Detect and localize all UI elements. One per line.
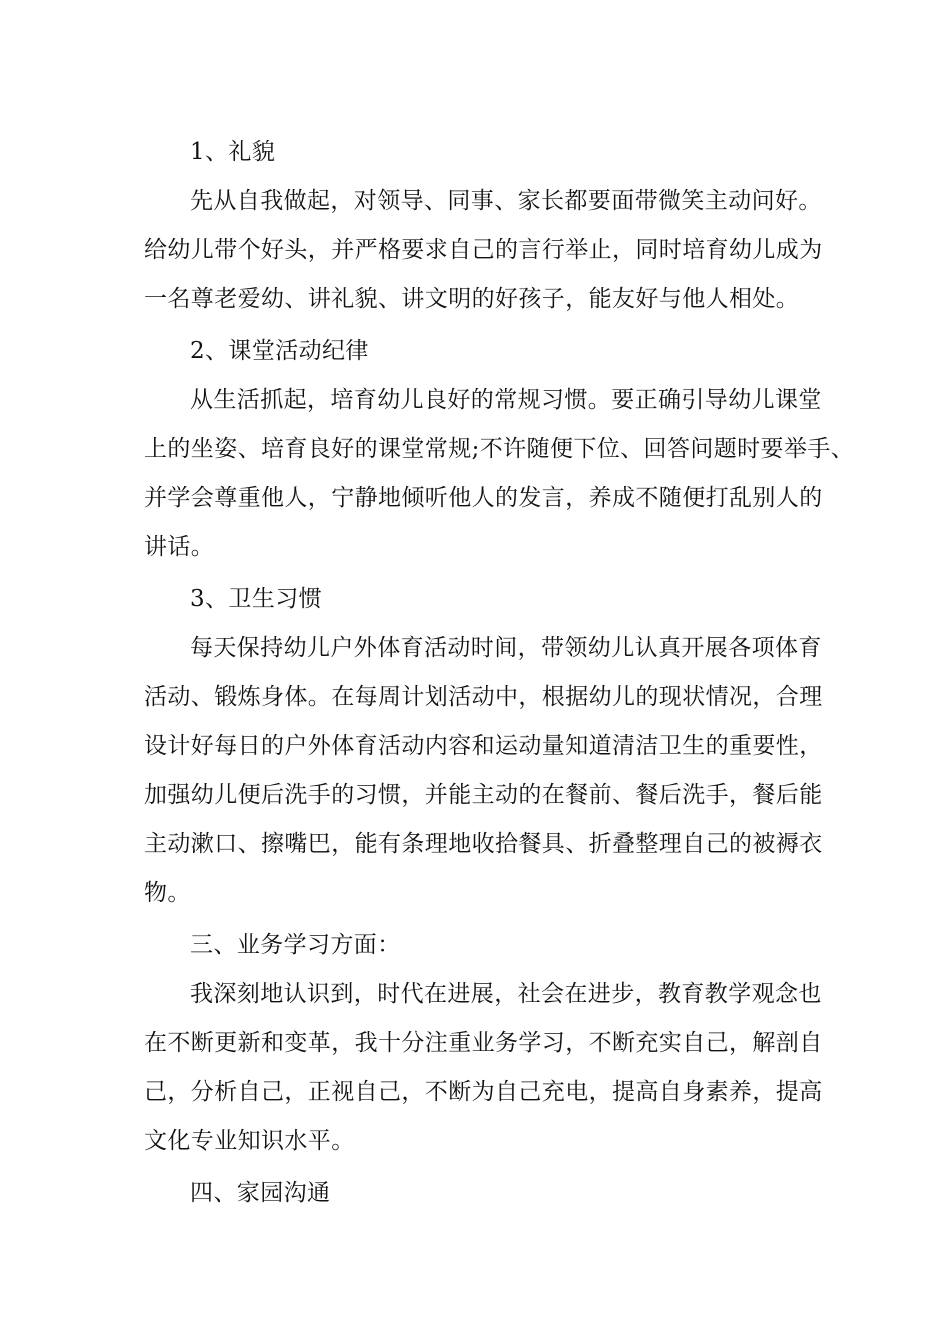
paragraph-classroom-line-1: 从生活抓起，培育幼儿良好的常规习惯。要正确引导幼儿课堂 <box>190 387 822 413</box>
paragraph-classroom-line-4: 讲话。 <box>144 534 215 560</box>
paragraph-hygiene-line-5: 主动漱口、擦嘴巴，能有条理地收拾餐具、折叠整理自己的被褥衣 <box>144 831 823 857</box>
paragraph-hygiene-line-6: 物。 <box>144 880 191 906</box>
heading-home-school-communication: 四、家园沟通 <box>190 1180 331 1206</box>
paragraph-hygiene-line-3: 设计好每日的户外体育活动内容和运动量知道清洁卫生的重要性， <box>144 733 823 759</box>
paragraph-classroom-line-2: 上的坐姿、培育良好的课堂常规;不许随便下位、回答问题时要举手、 <box>144 436 855 462</box>
paragraph-courtesy-line-1: 先从自我做起，对领导、同事、家长都要面带微笑主动问好。 <box>190 188 822 214</box>
paragraph-hygiene-line-1: 每天保持幼儿户外体育活动时间，带领幼儿认真开展各项体育 <box>190 635 822 661</box>
paragraph-study-line-4: 文化专业知识水平。 <box>144 1128 355 1154</box>
paragraph-courtesy-line-2: 给幼儿带个好头，并严格要求自己的言行举止，同时培育幼儿成为 <box>144 237 823 263</box>
paragraph-hygiene-line-2: 活动、锻炼身体。在每周计划活动中，根据幼儿的现状情况，合理 <box>144 684 823 710</box>
paragraph-study-line-3: 己，分析自己，正视自己，不断为自己充电，提高自身素养，提高 <box>144 1079 823 1105</box>
paragraph-hygiene-line-4: 加强幼儿便后洗手的习惯，并能主动的在餐前、餐后洗手，餐后能 <box>144 782 823 808</box>
heading-professional-study: 三、业务学习方面： <box>190 932 401 958</box>
paragraph-study-line-1: 我深刻地认识到，时代在进展，社会在进步，教育教学观念也 <box>190 981 822 1007</box>
heading-courtesy: 1、礼貌 <box>190 139 276 165</box>
heading-hygiene-habits: 3、卫生习惯 <box>190 586 323 612</box>
paragraph-classroom-line-3: 并学会尊重他人，宁静地倾听他人的发言，养成不随便打乱别人的 <box>144 485 823 511</box>
paragraph-courtesy-line-3: 一名尊老爱幼、讲礼貌、讲文明的好孩子，能友好与他人相处。 <box>144 286 800 312</box>
heading-classroom-discipline: 2、课堂活动纪律 <box>190 338 369 364</box>
paragraph-study-line-2: 在不断更新和变革，我十分注重业务学习，不断充实自己，解剖自 <box>144 1030 823 1056</box>
